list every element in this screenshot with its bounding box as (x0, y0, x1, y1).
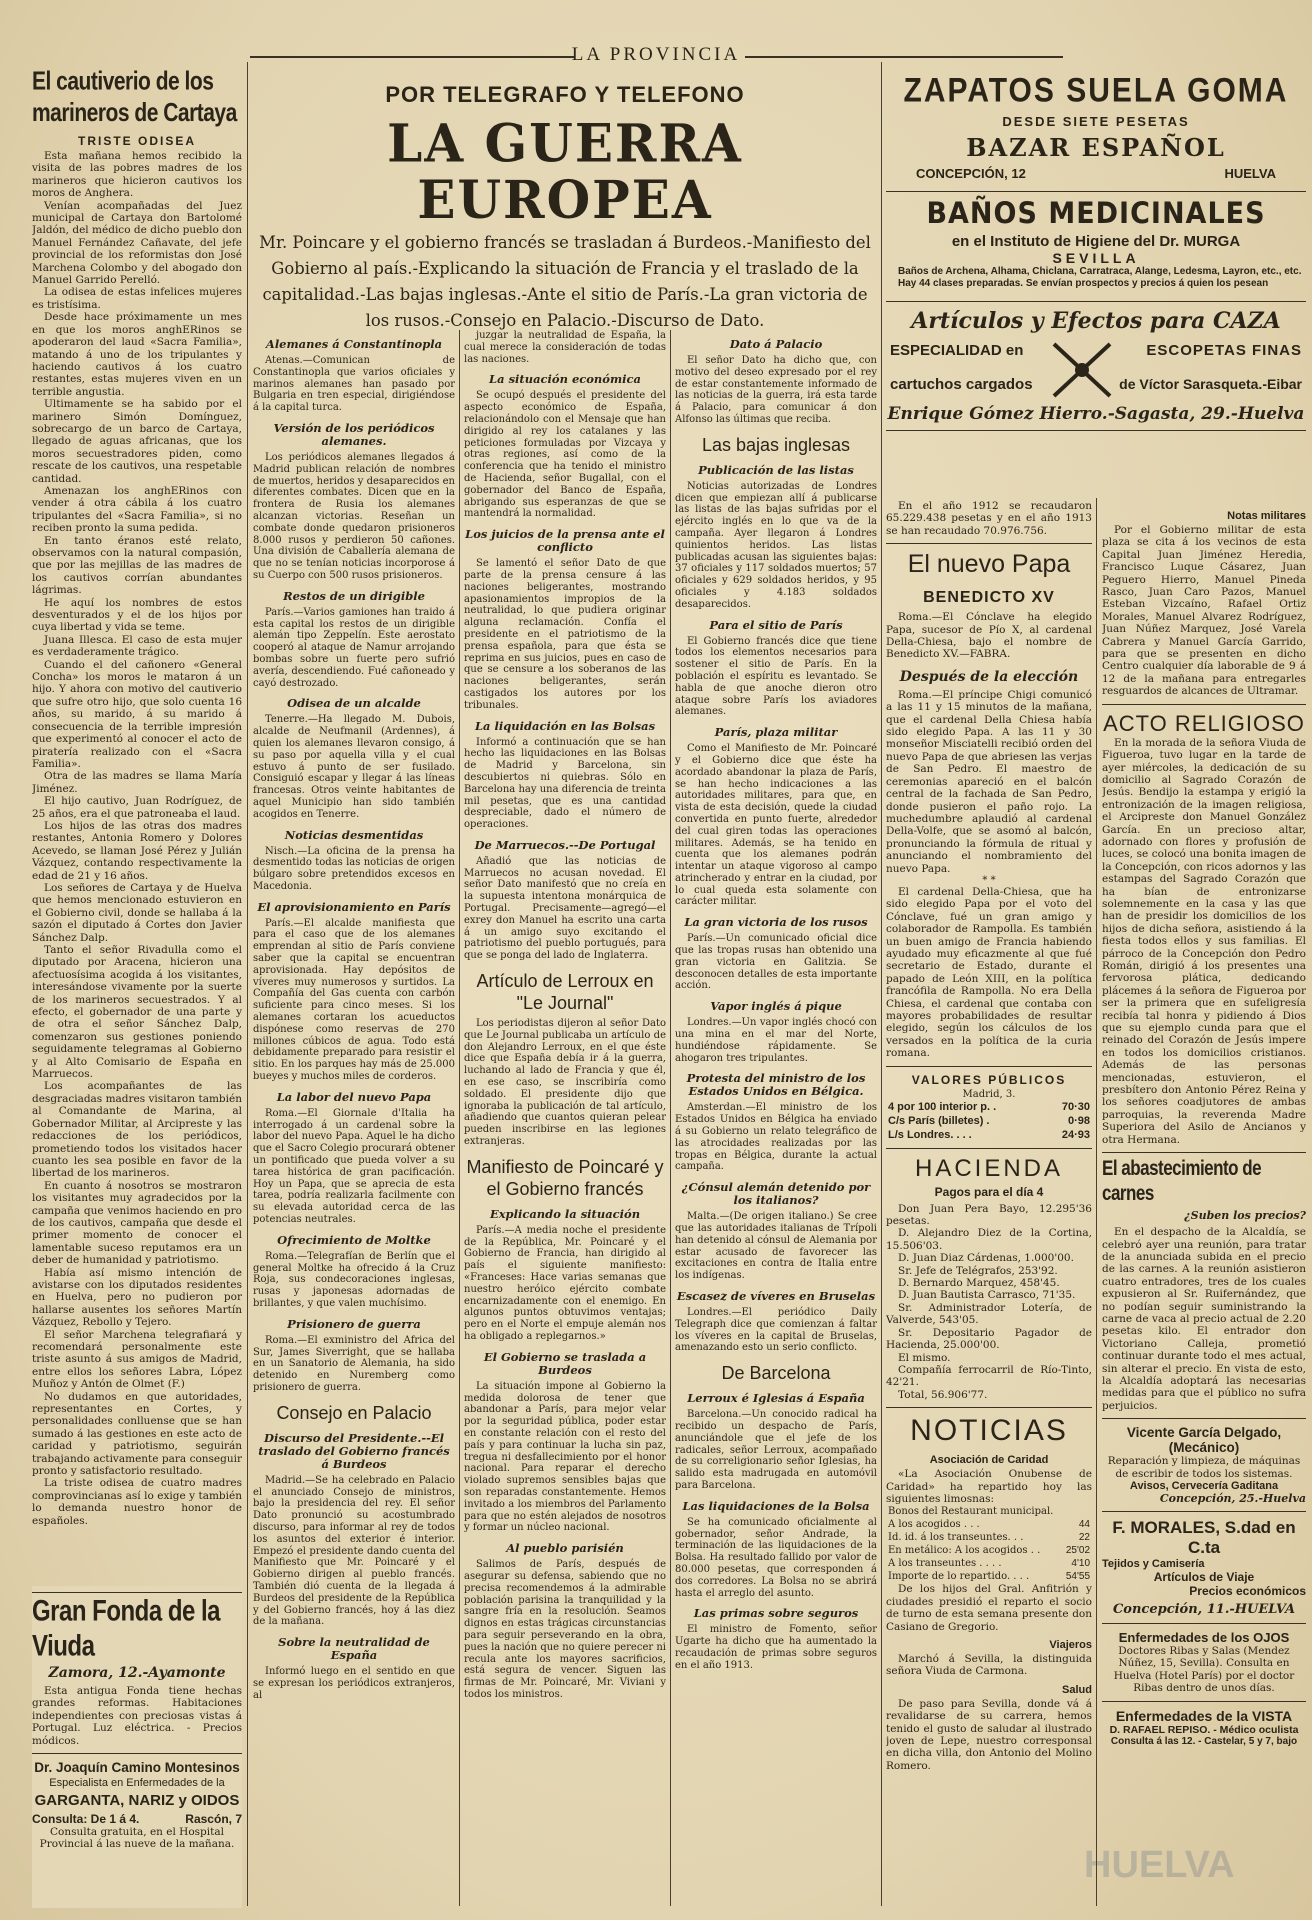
divider (1102, 704, 1306, 705)
news-heading: Ofrecimiento de Moltke (277, 1232, 431, 1247)
news-text: París.—A media noche el presidente de la República, Mr. Poincaré y el Gobierno de Francia, han dirigido al país el siguiente manifiesto: «Franceses: Hace varias semanas que nuestro heróico ejército combate encarnizadamente con el enemigo. En algunos puntos obtuvimos ventajas; pero en el Norte el empuje alemán nos ha obligado a replegarnos.» (464, 1224, 666, 1342)
news-text: Como el Manifiesto de Mr. Poincaré y el Gobierno dice que éste ha acordado abandonar la plaza de París, se han hecho indicaciones a las autoridades militares, para que, en vista de esta decisión, quede la ciudad convertida en punto fuerte, alrededor del cual giren todas las operaciones militares. Además, se ha tenido en cuenta que los alemanes podrán intentar un ataque vigoroso al campo atrincherado y entrar en la ciudad, por lo cual queda esta solamente con carácter militar. (675, 743, 877, 908)
news-text: Atenas.—Comunican de Constantinopla que varios oficiales y marinos alemanes han pasado por Bulgaria en tren especial, dirigiéndose á la capital turca. (253, 355, 455, 414)
hacienda-line: D. Juan Diaz Cárdenas, 1.000'00. (898, 1252, 1074, 1265)
divider (1102, 1511, 1306, 1512)
noticias-label: Bonos del Restaurant municipal. (888, 1506, 1054, 1518)
papa-name: BENEDICTO XV (923, 589, 1055, 607)
doctor-hours (32, 1812, 242, 1826)
news-heading: El Gobierno se traslada a Burdeos (483, 1349, 647, 1377)
news-heading: Las primas sobre seguros (693, 1606, 859, 1621)
hacienda-line: Don Juan Pera Bayo, 12.295'36 pesetas. (886, 1202, 1092, 1228)
valores-row (886, 1114, 1092, 1128)
noticias-row (886, 1544, 1092, 1557)
valores-value: 70·30 (1061, 1100, 1090, 1113)
news-heading: La labor del nuevo Papa (276, 1089, 432, 1104)
news-heading: Discurso del Presidente.--El traslado del Gobierno francés á Burdeos (258, 1430, 450, 1471)
doctor-specialty: Especialista en Enfermedades de la (49, 1777, 225, 1790)
news-text: Añadió que las noticias de Marruecos no acusan novedad. El señor Dato manifestó que no creía en la supuesta intentona monárquica de Portugal. Precisamente—agregó—el exrey don Manuel ha escrito una carta á un amigo suyo excitando el patriotismo del pueblo portugués, para que se ponga del lado de Inglaterra. (464, 855, 666, 962)
noticias-heading: Asociación de Caridad (929, 1454, 1049, 1467)
divider (886, 1066, 1092, 1067)
article-paragraph: En cuanto á nosotros se mostraron los visitantes muy agradecidos por la campaña que venimos haciendo en pro de los cautivos, campaña que desde el primer momento de conocer el lamentable suceso reputamos era un deber de humanidad y patriotismo. (32, 1179, 242, 1267)
divider (886, 1148, 1092, 1149)
valores-row (886, 1128, 1092, 1142)
news-heading: Consejo en Palacio (276, 1402, 432, 1423)
column-right-2 (1102, 500, 1306, 1906)
archive-stamp: HUELVA (1084, 1844, 1235, 1886)
hacienda-line: D. Alejandro Diez de la Cortina, 15.506'03. (886, 1227, 1092, 1252)
article-paragraph: Los hijos de las otras dos madres restantes, Antonia Romero y Dolores Acevedo, se llaman José Pérez y Julián Vázquez, contando respectivamente la edad de 21 y 16 años. (32, 819, 242, 882)
fonda-address: Zamora, 12.-Ayamonte (48, 1665, 226, 1681)
morales-title: F. MORALES, S.dad en C.ta (1112, 1518, 1296, 1557)
article-paragraph: Venían acompañadas del Juez municipal de Cartaya don Bartolomé Jaldón, del médico de dicho pueblo don Manuel Fernández Cañavate, del jefe provincial de los reformistas don José Marchena Colombo y del abogado don Manuel Garrido Perelló. (32, 199, 242, 287)
column-war-3 (675, 330, 877, 1906)
ad-zapatos-footer (916, 166, 1276, 181)
news-heading: Artículo de Lerroux en "Le Journal" (476, 971, 654, 1014)
news-text: Roma.—El Giornale d'Italia ha interrogado á un cardenal sobre la labor del nuevo Papa. Aquel le ha dicho que el Sacro Colegio procurará obtener un pontificado que pueda volver a su tarea histórica de gran pacificación. Hoy un Papa, que se aprecia de esta tarea, podría realizarla facilmente con su elevada autoridad cerca de las potencias neutrales. (253, 1107, 455, 1226)
ad-banos-sub: en el Instituto de Higiene del Dr. MURGA (951, 233, 1241, 250)
news-heading: Las liquidaciones de la Bolsa (682, 1498, 870, 1513)
noticias-table (886, 1505, 1092, 1583)
column-rule (670, 330, 671, 1906)
news-text: Se lamentó el señor Dato de que parte de la prensa censure á las naciones beligerantes, mostrando apasionamientos impropios de la neutralidad, lo que pudiera originar alguna reclamación. Confía el presidente en el patriotismo de la prensa española, para que ésta se reprima en sus juicios, pues en caso de que se censure a los soberanos de las naciones beligerantes, serán castigados los autores por los tribunales. (464, 558, 666, 711)
noticias-label: A los transeuntes . . . . (888, 1558, 1002, 1570)
column-rule (1096, 498, 1097, 1906)
news-heading: Las bajas inglesas (701, 434, 851, 455)
valores-value: 24·93 (1061, 1128, 1090, 1141)
news-heading: Los juicios de la prensa ante el conflicto (465, 527, 665, 555)
article-paragraph: Cuando el del cañonero «General Concha» los moros le mataron á un hijo. Y ahora con motivo del cautiverio que sufre otro hijo, que solo cuenta 16 años, su marido, á su marido á consecuencia de la terrible impresión que experimentó al conocer el acto de piratería realizado con el «Sacra Familia». (32, 658, 242, 770)
news-heading: De Barcelona (721, 1363, 831, 1384)
news-text: Roma.—El exministro del Africa del Sur, James Siverright, que se hallaba en un Sanatorio de Alemania, ha sido detenido en Nuremberg como prisionero de guerra. (253, 1334, 455, 1393)
divider (32, 1592, 242, 1593)
news-heading: ¿Cónsul alemán detenido por los italianos? (681, 1180, 871, 1208)
divider (1102, 1701, 1306, 1702)
morales-line-3: Precios económicos (1189, 1584, 1306, 1598)
valores-label: C/s París (billetes) . (888, 1114, 990, 1127)
col1-ads (32, 1586, 242, 1908)
hacienda-line: El mismo. (898, 1351, 951, 1364)
ojos-text: Doctores Ribas y Salas (Mendez Núñez, 15, Sevilla). Consulta en Huelva (Hotel París) por el doctor Ribas dentro de unos días. (1113, 1645, 1295, 1695)
article-paragraph: El hijo cautivo, Juan Rodríguez, de 25 años, era el que patroneaba el laud. (32, 795, 242, 820)
ad-caza-title: Artículos y Efectos para CAZA (911, 307, 1281, 334)
fonda-title: Gran Fonda de la Viuda (32, 1594, 221, 1663)
eleccion-text: Roma.—El príncipe Chigi comunicó a las 11 y 15 minutos de la mañana, que el cardenal Della Chiesa había sido elegido Papa. A las 11 y 30 monseñor Misciatelli recibió orden del nuevo Papa de que abriesen las verjas de San Pedro. El maestro de ceremonias apareció en el balcón central de la fachada de San Pedro, donde pusieron el paño rojo. La muchedumbre aplaudió al cardenal Della-Volfe, que se asomó al balcón, pronunciando la fórmula de ritual y anunciando el nombramiento del nuevo Papa. (886, 688, 1092, 875)
noticias-label: A los acogidos . . . (888, 1519, 980, 1531)
news-text: París.—El alcalde manifiesta que para el caso que de los alemanes emprendan al sitio de París conviene saber que la capital se encuentran aprovisionada. Hay depósitos de víveres muy numerosos y surtidos. La Compañía del Gas cuenta con carbón suficiente para cinco meses. Si los alemanes cortaran los acueductos dispónese como reservas de 270 millones cúbicos de agua. Todo está debidamente preparado para resistir el sitio. En los parques hay más de 25.000 bueyes y muchos miles de corderos. (253, 917, 455, 1083)
news-text: Barcelona.—Un conocido radical ha recibido un despacho de París, anunciándole que el jefe de los radicales, señor Lerroux, acompañado de su correligionario señor Iglesias, ha salido esta madrugada en automóvil para Barcelona. (675, 1409, 877, 1491)
eleccion-text-2: El cardenal Della-Chiesa, que ha sido elegido Papa por el voto del Cónclave, fué un gran amigo y colaborador de Rampolla. Es también un buen amigo de Francia habiendo ayudado muy eficazmente al que fué secretario de Estado, durante el papado de León XIII, en la política francófila de Rampolla. No era Della Chiesa, el cardenal que contaba con mayores probabilidades de resultar elegido, según los cálculos de los versados en la política de la curia romana. (886, 885, 1092, 1060)
article-paragraph: La odisea de estas infelices mujeres es tristísima. (32, 286, 242, 311)
notas-text: Por el Gobierno militar de esta plaza se cita á los vecinos de esta Capital Juan Jiménez Heredia, Francisco Luque Cásarez, Juan Peguero Hierro, Manuel Pineda Rasco, Juan Caro Pazos, Manuel Esteban Vizcaíno, Rafael Ortiz Morales, Manuel Alvarez Rodríguez, Juan Núñez Marquez, José Varela Cabrera y Manuel García Garrido, para que se presenten en dicho Centro cualquier día laborable de 9 á 12 de la mañana para entregarles resguardos de alcances de Ultramar. (1102, 524, 1306, 698)
news-text: El señor Dato ha dicho que, con motivo del deseo expresado por el rey de estar constantemente informado de las noticias de la guerra, irá esta tarde á Palacio, para comunicar á don Alfonso las últimas que reciba. (675, 355, 877, 425)
valores-table (886, 1100, 1092, 1142)
masthead-title: LA PROVINCIA (571, 44, 741, 65)
news-heading: Manifiesto de Poincaré y el Gobierno francés (466, 1156, 664, 1199)
divider (1102, 1418, 1306, 1419)
ad-banos-text: Baños de Archena, Alhama, Chiclana, Carratraca, Alange, Ledesma, Layron, etc., etc. (898, 266, 1302, 277)
article-paragraph: El señor Marchena telegrafiará y recomendará personalmente este triste asunto á sus amigos de Madrid, entre ellos los señores Labra, López Muñoz y Antón de Olmet (F.) (32, 1328, 242, 1391)
article-title: El cautiverio de los marineros de Cartaya (32, 67, 237, 127)
divider (886, 1407, 1092, 1408)
ad-zapatos-title: ZAPATOS SUELA GOMA (903, 71, 1289, 110)
article-paragraph: Otra de las madres se llama María Jiménez. (32, 770, 242, 795)
hacienda-line: Total, 56.906'77. (898, 1388, 988, 1401)
vista-doctor: D. RAFAEL REPISO. - Médico oculista (1109, 1723, 1299, 1736)
hacienda-list (886, 1203, 1092, 1402)
news-heading: Para el sitio de París (709, 617, 843, 632)
doctor-name: Dr. Joaquín Camino Montesinos (34, 1760, 240, 1776)
acto-text: En la morada de la señora Viuda de Figueroa, tuvo lugar en la tarde de ayer miércoles, la dedicación de su domicilio al Sagrado Corazón de Jesús. Bendijo la estampa y erigió la entronización de la imagen religiosa, el Arcipreste don Manuel González García. En un precioso altar, adornado con flores y profusión de luces, se colocó una bonita imagen de la Concepción, con ricos adornos y las estampas del Sagrado Corazón que ha bían de entronizarse solemnemente en la casa y las que han de presidir los domicilios de los hijos de dicha señora, asistiendo á la fiesta todos ellos y sus familias. El párroco de la Concepción don Pedro Román, dirigió á los presentes una fervorosa plática, dedicando plácemes á la señora de Figueroa por ser la primera que en sufeligresía recibía tal honra y pidiendo á Dios que su ejemplo cunda para que el reinado del Corazón de Jesús impere en todos los domicilios cristianos. Además de las personas mencionadas, estuvieron, el presbítero don Antonio Pérez Reina y los señores coadjutores de ambas parroquias, la reverenda Madre Superiora del Asilo de Ancianos y otra Hermana. (1102, 736, 1306, 1146)
abastecimiento-title: El abastecimiento de carnes (1102, 1156, 1262, 1205)
acto-title: ACTO RELIGIOSO (1103, 710, 1305, 736)
news-text: París.—Un comunicado oficial dice que las tropas rusas han obtenido una gran victoria en Galitzia. Se desconocen detalles de esta importante acción. (675, 933, 877, 992)
viajeros-heading: Viajeros (1049, 1638, 1092, 1651)
ad-caza-guns: ESCOPETAS FINAS (1146, 341, 1302, 359)
vista-title: Enfermedades de la VISTA (1115, 1707, 1293, 1724)
news-heading: Sobre la neutralidad de España (278, 1635, 430, 1663)
noticias-value: 4'10 (1071, 1558, 1090, 1570)
news-heading: Prisionero de guerra (287, 1316, 421, 1331)
fonda-text: Esta antigua Fonda tiene hechas grandes reformas. Habitaciones independientes con preciosas vistas á Portugal. Luz eléctrica. - Precios módicos. (32, 1685, 242, 1747)
news-heading: Lerroux é Iglesias á España (687, 1391, 865, 1406)
noticias-row (886, 1505, 1092, 1518)
divider (886, 191, 1306, 192)
news-text: El ministro de Fomento, señor Ugarte ha dicho que ha aumentado la recaudación de primas sobre seguros en el año 1913. (675, 1624, 877, 1671)
noticias-value (1063, 1505, 1092, 1518)
noticias-title: NOTICIAS (910, 1414, 1068, 1448)
doctor-address: Rascón, 7 (185, 1812, 242, 1827)
valores-label: L/s Londres. . . . (888, 1128, 972, 1141)
news-heading: De Marruecos.--De Portugal (474, 837, 656, 852)
valores-date: Madrid, 3. (962, 1088, 1016, 1100)
noticias-row (886, 1557, 1092, 1570)
news-heading: Odisea de un alcalde (287, 696, 421, 711)
notas-heading: Notas militares (1227, 510, 1306, 522)
mecanico-text: Reparación y limpieza, de máquinas de escribir de todos los sistemas. (1107, 1455, 1301, 1480)
news-text: Se ha comunicado oficialmente al gobernador, señor Andrade, la terminación de las liquidaciones de la Bolsa. Ha resultado fallido por valor de 80.000 pesetas, que corresponden á dos corredores. La Bolsa no se abrirá hasta el arreglo del asunto. (675, 1516, 877, 1599)
ad-banos-title: BAÑOS MEDICINALES (926, 196, 1266, 231)
ad-caza-guns-maker: de Víctor Sarasqueta.-Eibar (1119, 375, 1302, 392)
hacienda-line: Sr. Depositario Pagador de Hacienda, 25.000'00. (886, 1326, 1092, 1352)
hacienda-line: D. Bernardo Marquez, 458'45. (898, 1277, 1060, 1290)
news-heading: Noticias desmentidas (284, 827, 424, 842)
news-text: Malta.—(De origen italiano.) Se cree que las autoridades italianas de Trípoli han detenido al cónsul de Alemania por estar acusado de favorecer las excitaciones en contra de Italia entre los indígenas. (675, 1211, 877, 1282)
papa-title: El nuevo Papa (907, 550, 1071, 579)
hacienda-sub: Pagos para el día 4 (934, 1184, 1044, 1199)
news-text: París.—Varios gamiones han traido á esta capital los restos de un dirigible alemán tipo Zeppelín. Este aerostato cooperó al ataque de Namur arrojando bombas sobre un fuerte pero sufrió avería, descendiendo. Fué cañoneado y cayó destrozado. (253, 606, 455, 689)
main-headline: LA GUERRA EUROPEA (387, 112, 743, 231)
noticias-value: 54'55 (1065, 1571, 1090, 1583)
morales-line-2: Artículos de Viaje (1153, 1570, 1255, 1584)
news-text: juzgar la neutralidad de España, la cual merece la consideración de todas las naciones. (464, 330, 666, 365)
noticias-row (886, 1531, 1092, 1544)
ads-top (886, 62, 1306, 498)
recaudacion-text: En el año 1912 se recaudaron 65.229.438 pesetas y en el año 1913 se han recaudado 70.976.756. (886, 500, 1092, 537)
divider (886, 430, 1306, 431)
news-heading: Restos de un dirigible (283, 588, 425, 603)
noticias-value: 22 (1078, 1532, 1090, 1544)
ad-zapatos-shop: BAZAR ESPAÑOL (966, 133, 1226, 162)
eleccion-heading: Después de la elección (899, 668, 1079, 685)
news-heading: Versión de los periódicos alemanes. (273, 420, 435, 448)
ad-caza-specialty: ESPECIALIDAD en (890, 341, 1024, 359)
news-text: Roma.—Telegrafían de Berlín que el general Moltke ha ofrecido á la Cruz Roja, sus condecoraciones inglesas, rusas y japonesas adornadas de brillantes, y que valen muchísimo. (253, 1250, 455, 1309)
divider (886, 543, 1092, 544)
news-text: Londres.—El periódico Daily Telegraph dice que comienzan á faltar los víveres en la capital de Bruselas, amenazando esto un serio conflicto. (675, 1307, 877, 1354)
doctor-free: Consulta gratuita, en el Hospital Provincial á las nueve de la mañana. (39, 1826, 235, 1851)
news-text: Los periódicos alemanes llegados á Madrid publican relación de nombres de muertos, heridos y desaparecidos en diferentes combates. Dicen que en la frontera de Rusia los alemanes alcanzan victorias. Reseñan un combate donde quedaron prisioneros 8.000 rusos y perdieron 50 cañones. Una división de Caballería alemana de que no se tenían noticias incorporose á su Cuerpo con 500 rusos prisioneros. (253, 451, 455, 581)
news-heading: Dato á Palacio (729, 337, 823, 351)
papa-text: Roma.—El Cónclave ha elegido Papa, sucesor de Pío X, al cardenal Della-Chiesa, bajo el nombre de Benedicto XV.—FABRA. (886, 611, 1092, 661)
hacienda-line: Sr. Administrador Lotería, de Valverde, 543'05. (886, 1301, 1092, 1327)
news-heading: Explicando la situación (489, 1206, 641, 1221)
ad-zapatos-city: HUELVA (1224, 166, 1276, 181)
war-header (252, 70, 878, 332)
article-paragraph: Juana Illesca. El caso de esta mujer es verdaderamente trágico. (32, 633, 242, 659)
divider (1102, 1623, 1306, 1624)
salud-heading: Salud (1062, 1683, 1092, 1696)
salud-text: De paso para Sevilla, donde vá á revalidarse de su carrera, hemos tenido el gusto de saludar al ilustrado joven de Lepe, nuestro corresponsal en dicha villa, don Antonio del Molino Romero. (886, 1697, 1092, 1772)
news-text: Amsterdan.—El ministro de los Estados Unidos en Bélgica ha enviado á su Gobierno un relato telegráfico de las atrocidades realizadas por las tropas en Bélgica, durante la actual campaña. (675, 1102, 877, 1173)
asterisks: * * (982, 874, 996, 886)
article-paragraph: En tanto éranos esté relato, observamos con la natural compasión, que por las mejillas de las madres de los cautivos corrían abundantes lágrimas. (32, 534, 242, 597)
hacienda-title: HACIENDA (914, 1154, 1064, 1182)
column-war-1 (253, 330, 455, 1906)
viajeros-text: Marchó á Sevilla, la distinguida señora Viuda de Carmona. (886, 1652, 1092, 1678)
noticias-label: Id. id. á los transeuntes. . . (888, 1532, 1024, 1544)
news-text: Londres.—Un vapor inglés chocó con una mina en el mar del Norte, hundiéndose rápidamente. Se ahogaron tres tripulantes. (675, 1017, 877, 1064)
crossed-shotguns-icon (1048, 338, 1118, 402)
news-heading: París, plaza militar (714, 725, 838, 740)
ad-banos-city: SEVILLA (1052, 250, 1140, 266)
news-text: Informó luego en el sentido en que se expresan los periódicos extranjeros, al (253, 1666, 455, 1701)
news-heading: La gran victoria de los rusos (684, 915, 868, 930)
article-paragraph: Desde hace próximamente un mes en que los moros anghERinos se apoderaron del laud «Sacra Familia», matando á uno de los tripulantes y haciendo cautivos á los cuatro restantes, estas mujeres viven en un terrible angustia. (32, 311, 242, 398)
news-heading: Publicación de las listas (698, 462, 854, 477)
ojos-title: Enfermedades de los OJOS (1118, 1630, 1290, 1645)
column-rule (881, 62, 882, 1906)
news-text: Tenerre.—Ha llegado M. Dubois, alcalde de Neufmanil (Ardennes), á quien los alemanes llevaron consigo, á su paso por aquella villa y el cual estuvo á punto de ser fusilado. Consiguió escapar y llegar á las líneas francesas. Otros veinte habitantes de aquel Municipio han sido también acogidos en Tenerre. (253, 714, 455, 820)
article-paragraph: No dudamos en que autoridades, representantes en Cortes, y personalidades conlluense que se han sumado á las gestiones en este acto de caridad y patriotismo, seguirán trabajando activamente para conseguir pronto y satisfactorio resultado. (32, 1390, 242, 1478)
news-text: Los periodistas dijeron al señor Dato que Le Journal publicaba un artículo de don Alejandro Lerroux, en el que éste dice que España debía ir á la guerra, luchando al lado de Francia y que él, en ese caso, se inscribiría como soldado. El presidente dijo que ignoraba la publicación de tal artículo, añadiendo que cuantos quieran pelear pueden inscribirse en las legiones extranjeras. (464, 1018, 666, 1148)
article-paragraph: He aquí los nombres de estos desventurados y el de los hijos por cuya libertad y vida se teme. (32, 596, 242, 634)
news-text: Se ocupó después el presidente del aspecto económico de España, relacionándolo con el Mensaje que han dirigido al rey los catalanes y las peticiones formuladas por Vizcaya y otras regiones, así como de la conferencia que ha tenido el ministro de Hacienda, señor Bugallal, con el gobernador del Banco de España, abrigando sus esperanzas de que se mantendrá la normalidad. (464, 390, 666, 520)
news-text: El Gobierno francés dice que tiene todos los elementos necesarios para sostener el sitio de París. En la población el espíritu es levantado. Se habla de que anoche dieron otro ataque sobre París los aviadores alemanes. (675, 635, 877, 718)
article-paragraph: Los señores de Cartaya y de Huelva que hemos mencionado estuvieron en el Gobierno civil, donde se hallaba á la sazón el diputado á Cortes don Javier Sánchez Dalp. (32, 881, 242, 944)
ad-caza-shop: Enrique Gómez Hierro.-Sagasta, 29.-Huelva (887, 403, 1305, 424)
noticias-label: Importe de lo repartido. . . . (888, 1571, 1030, 1583)
news-heading: Al pueblo parisién (506, 1541, 624, 1556)
article-paragraph: Esta mañana hemos recibido la visita de las pobres madres de los marineros que hicieron cautivos los moros de Anghera. (32, 150, 242, 200)
morales-address: Concepción, 11.-HUELVA (1112, 1602, 1296, 1617)
noticias-value: 44 (1078, 1519, 1090, 1531)
valores-row (886, 1100, 1092, 1114)
article-subtitle: TRISTE ODISEA (77, 134, 196, 148)
news-heading: La liquidación en las Bolsas (474, 718, 656, 733)
noticias-value: 25'02 (1065, 1545, 1090, 1557)
kicker: POR TELEGRAFO Y TELEFONO (385, 82, 745, 107)
hacienda-line: D. Juan Bautista Carrasco, 71'35. (898, 1289, 1076, 1302)
news-heading: La situación económica (489, 372, 641, 387)
ad-caza-body (886, 338, 1306, 404)
article-paragraph: Tanto el señor Rivadulla como el diputado por Aracena, hicieron una afectuosísima acogida á los visitantes, interesándose vivamente por la suerte de los marineros secuestrados. Y al efecto, el gobernador de una parte y de otra el señor Sánchez Dalp, comenzaron sus gestiones poniendo seguidamente telegramas al Gobierno y al Alto Comisario de España en Marruecos. (32, 944, 242, 1081)
headline-deck: Mr. Poincare y el gobierno francés se trasladan á Burdeos.-Manifiesto del Gobierno al país.-Explicando la situación de Francia y el traslado de la capitalidad.-Las bajas inglesas.-Ante el sitio de París.-La gran victoria de los rusos.-Consejo en Palacio.-Discurso de Dato. (259, 233, 871, 330)
news-text: La situación impone al Gobierno la medida dolorosa de tener que abandonar a París, para mejor velar por la seguridad pública, poder estar en constante relación con el resto del país y para continuar la lucha sin paz, tregua ni desfallecimiento por el honor nacional. Para reparar el derecho violado supremos sensibles bajas que son reparadas constantemente. Hemos invitado a los miembros del Parlamento para que no estén alejados de nosotros y formar un núcleo nacional. (464, 1380, 666, 1534)
news-heading: Vapor inglés á pique (710, 999, 842, 1014)
ad-caza-cartridges: cartuchos cargados (890, 375, 1033, 393)
news-heading: Escasez de víveres en Bruselas (676, 1289, 876, 1304)
noticias-row (886, 1518, 1092, 1531)
noticias-turno: De los hijos del Gral. Anfitrión y ciudades presidió el reparto el socio de turno de esta semana presente don Casiano de Gregorio. (886, 1583, 1092, 1633)
vista-hours: Consulta á las 12. - Castelar, 5 y 7, bajo (1110, 1735, 1298, 1747)
news-text: Informó a continuación que se han hecho las liquidaciones en las Bolsas de Madrid y Barcelona, sin descubiertos ni quiebras. Sólo en Barcelona hay una diferencia de treinta mil pesetas, que es una cantidad despreciable, dado el número de operaciones. (464, 736, 666, 831)
news-heading: El aprovisionamiento en París (257, 899, 451, 914)
column-rule (459, 330, 460, 1906)
mecanico-address: Avisos, Cervecería Gaditana (1129, 1480, 1279, 1492)
news-text: Salimos de París, después de asegurar su defensa, sabiendo que no precisa recomendemos á la admirable población parisina la tranquilidad y la sangre fría en la resolución. Seamos dignos en estas trágicas circunstancias para seguir perseverando en la obra, pues la nación que no quiere perecer ni recula ante los mayores sacrificios, está segura de vencer. Siguen las firmas de Mr. Poincaré, Mr. Viviani y todos los ministros. (464, 1559, 666, 1700)
abastecimiento-sub: ¿Suben los precios? (1184, 1209, 1306, 1223)
ad-zapatos-sub: DESDE SIETE PESETAS (1002, 114, 1190, 129)
news-heading: Alemanes á Constantinopla (265, 337, 443, 351)
abastecimiento-text: En el despacho de la Alcaldía, se celebró ayer una reunión, para tratar de la anunciada subida en el precio de las carnes. A la reunión asistieron cuatro entradores, tres de los cuales expusieron al Sr. Ruifernández, que no podían seguir suministrando la carne de vaca al precio actual de 2.20 pesetas kilo. El entrador don Victoriano Calleja, prometió continuar durante todo el mes actual, sin alterar el precio. En vista de esto, la Alcaldía adoptará las necesarias medidas para que el público no sufra perjuicios. (1102, 1226, 1306, 1412)
morales-line-1: Tejidos y Camisería (1102, 1558, 1205, 1570)
mecanico-address-2: Concepción, 25.-Huelva (1159, 1492, 1306, 1505)
ad-banos-text-2: Hay 44 clases preparadas. Se envían prospectos y precios á quien los pesean (898, 278, 1269, 290)
divider (1102, 1152, 1306, 1153)
valores-heading: VALORES PÚBLICOS (911, 1072, 1067, 1087)
ad-zapatos-address: CONCEPCIÓN, 12 (916, 166, 1026, 181)
column-right-1 (886, 500, 1092, 1906)
news-text: Nisch.—La oficina de la prensa ha desmentido todas las noticias de origen búlgaro sobre pretendidos excesos en Macedonia. (253, 845, 455, 892)
column-war-2 (464, 330, 666, 1906)
article-paragraph: Había así mismo intención de avistarse con los diputados residentes en Huelva, pero no pudieron por hallarse ausentes los señores Martín Vázquez, Rebollo y Tejero. (32, 1266, 242, 1329)
doctor-consult: Consulta: De 1 á 4. (32, 1812, 140, 1827)
hacienda-line: Compañía ferrocarril de Río-Tinto, 42'21. (886, 1363, 1092, 1389)
news-heading: Protesta del ministro de los Estados Unidos en Bélgica. (686, 1071, 866, 1099)
valores-value: 0·98 (1067, 1114, 1090, 1127)
article-paragraph: Ultimamente se ha sabido por el marinero Simón Domínguez, sobrecargo de un barco de Cartaya, llegado de aguas africanas, que los moros secuestradores piden, como rescate de los cautivos, una respetable cantidad. (32, 398, 242, 485)
noticias-row (886, 1570, 1092, 1583)
divider (32, 1753, 242, 1754)
valores-label: 4 por 100 interior p. . (888, 1100, 997, 1113)
noticias-label: En metálico: A los acogidos . . (888, 1545, 1041, 1557)
mecanico-title: Vicente García Delgado, (Mecánico) (1126, 1425, 1282, 1456)
article-paragraph: La triste odisea de cuatro madres comprovincianas así lo exige y también lo demanda nuestro honor de españoles. (32, 1477, 242, 1527)
column-rule (247, 62, 248, 1906)
article-paragraph: Amenazan los anghERinos con vender á otra cábila á los cuatro tripulantes del «Sacra Familia», si no reciben pronto la suma pedida. (32, 484, 242, 535)
hacienda-line: Sr. Jefe de Telégrafos, 253'92. (898, 1264, 1058, 1277)
masthead-rule-right (745, 56, 1063, 58)
noticias-text: «La Asociación Onubense de Caridad» ha repartido hoy las siguientes limosnas: (886, 1468, 1092, 1505)
article-paragraph: Los acompañantes de las desgraciadas madres visitaron también al Comandante de Marina, al Gobernador Militar, al Arcipreste y las redacciones de los periódicos, prometiendo todos los visitados hacer cuanto les sea posible en favor de la libertad de los marineros. (32, 1080, 242, 1180)
news-text: Noticias autorizadas de Londres dicen que empiezan allí á publicarse las listas de las bajas sufridas por el ejército inglés en lo que va de la campaña. Ayer llegaron á Londres quinientos heridos. Las listas publicadas acusan las siguientes bajas: 37 oficiales y 117 soldados muertos; 57 oficiales y 629 soldados heridos, y 95 oficiales y 4.183 soldados desaparecidos. (675, 480, 877, 610)
divider (886, 301, 1306, 302)
doctor-specialty-organs: GARGANTA, NARIZ y OIDOS (34, 1792, 240, 1810)
news-text: Madrid.—Se ha celebrado en Palacio el anunciado Consejo de ministros, bajo la presidencia del rey. El señor Dato pronunció su acostumbrado discurso, para informar al rey de todos los asuntos del exterior é interior. Empezó el presidente dando cuenta del Manifiesto que Mr. Poincaré y el Gobierno dirigen al pueblo francés. También dió cuenta de la llegada á Burdeos del presidente de la República y del Gobierno francés, hoy á las diez de la mañana. (253, 1474, 455, 1628)
